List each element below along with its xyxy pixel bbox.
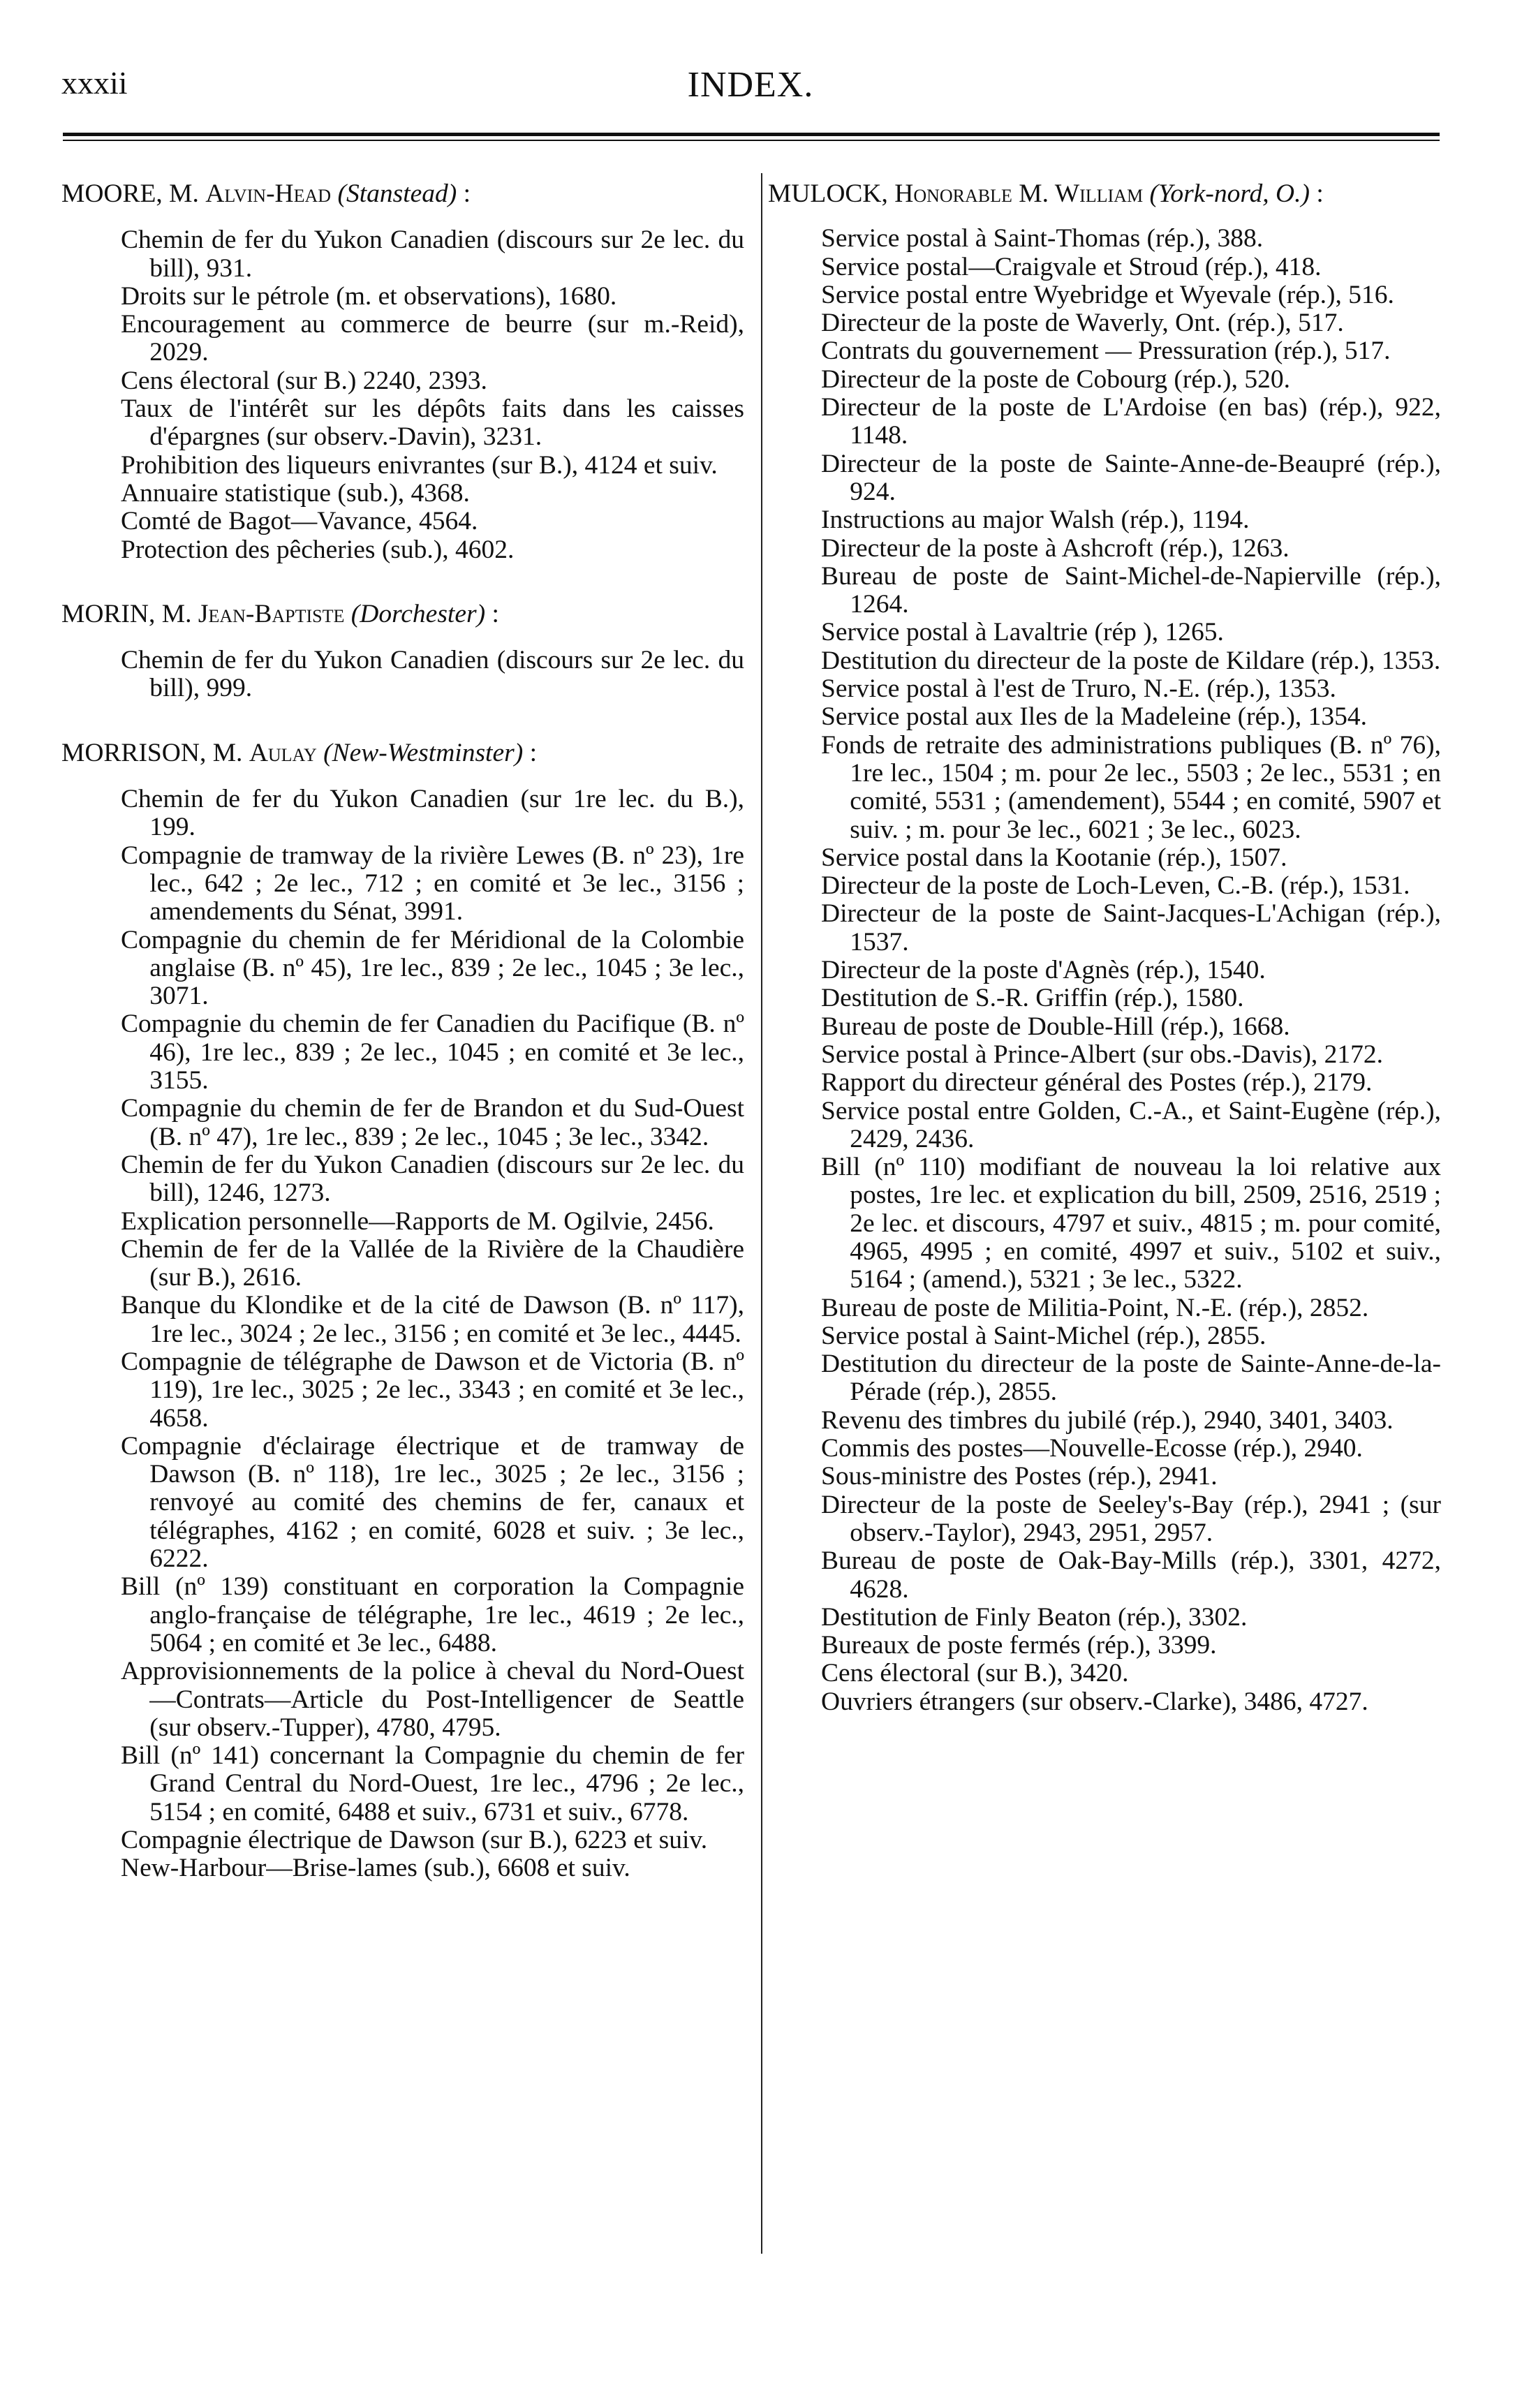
entry-sub-list bbox=[61, 226, 744, 564]
index-sub-entry: Service postal aux Iles de la Madeleine (rép.), 1354. bbox=[821, 702, 1368, 732]
member-riding: (Stanstead) bbox=[337, 179, 457, 208]
index-entry bbox=[61, 600, 744, 703]
index-sub-entry: Cens électoral (sur B.) 2240, 2393. bbox=[121, 366, 487, 395]
index-sub-entry: Directeur de la poste à Ashcroft (rép.), 1263. bbox=[821, 533, 1290, 563]
index-sub-entry: Destitution du directeur de la poste de Kildare (rép.), 1353. bbox=[821, 646, 1441, 675]
index-sub-entry: Explication personnelle—Rapports de M. Ogilvie, 2456. bbox=[121, 1206, 714, 1236]
index-sub-entry: Compagnie du chemin de fer Méridional de la Colombie anglaise (B. nº 45), 1re lec., 839 ; 2e lec., 1045 ; 3e lec., 3071. bbox=[121, 925, 744, 1011]
entry-heading bbox=[61, 739, 744, 767]
index-sub-entry: Directeur de la poste de L'Ardoise (en bas) (rép.), 922, 1148. bbox=[821, 393, 1441, 450]
header-rule-thick bbox=[63, 133, 1440, 136]
member-name: MOORE, M. bbox=[61, 179, 199, 208]
index-sub-entry: Directeur de la poste de Loch-Leven, C.-B. (rép.), 1531. bbox=[821, 871, 1410, 901]
index-sub-entry: Service postal à l'est de Truro, N.-E. (rép.), 1353. bbox=[821, 674, 1336, 704]
index-sub-entry: Ouvriers étrangers (sur observ.-Clarke), 3486, 4727. bbox=[821, 1687, 1368, 1716]
index-sub-entry: Bill (nº 141) concernant la Compagnie du chemin de fer Grand Central du Nord-Ouest, 1re lec., 4796 ; 2e lec., 5154 ; en comité, 6488 et suiv., 6731 et suiv., 6778. bbox=[121, 1741, 744, 1826]
index-sub-entry: Directeur de la poste d'Agnès (rép.), 1540. bbox=[821, 956, 1266, 985]
index-sub-entry: Directeur de la poste de Waverly, Ont. (rép.), 517. bbox=[821, 309, 1344, 338]
entry-heading bbox=[61, 600, 744, 628]
index-sub-entry: Taux de l'intérêt sur les dépôts faits dans les caisses d'épargnes (sur observ.-Davin), 3231. bbox=[121, 394, 744, 452]
index-sub-entry: Commis des postes—Nouvelle-Ecosse (rép.), 2940. bbox=[821, 1434, 1363, 1463]
index-sub-entry: Fonds de retraite des administrations publiques (B. nº 76), 1re lec., 1504 ; m. pour 2e lec., 5503 ; 2e lec., 5531 ; en comité, 5531 ; (amendement), 5544 ; en comité, 5907 et suiv. ; m. pour 3e lec., 6021 ; 3e lec., 6023. bbox=[821, 730, 1441, 844]
entry-sub-list bbox=[768, 225, 1441, 1716]
index-sub-entry: Chemin de fer du Yukon Canadien (discours sur 2e lec. du bill), 1246, 1273. bbox=[121, 1150, 744, 1208]
index-sub-entry: New-Harbour—Brise-lames (sub.), 6608 et suiv. bbox=[121, 1854, 630, 1883]
index-sub-entry: Revenu des timbres du jubilé (rép.), 2940, 3401, 3403. bbox=[821, 1405, 1394, 1435]
member-given-name: Jean-Baptiste bbox=[198, 599, 345, 628]
index-sub-entry: Directeur de la poste de Saint-Jacques-L'Achigan (rép.), 1537. bbox=[821, 899, 1441, 956]
index-sub-entry: Compagnie du chemin de fer Canadien du Pacifique (B. nº 46), 1re lec., 839 ; 2e lec., 1045 ; en comité et 3e lec., 3155. bbox=[121, 1010, 744, 1095]
index-sub-entry: Service postal à Saint-Michel (rép.), 2855. bbox=[821, 1321, 1266, 1350]
index-sub-entry: Compagnie de tramway de la rivière Lewes (B. nº 23), 1re lec., 642 ; 2e lec., 712 ; en comité et 3e lec., 3156 ; amendements du Sénat, 3991. bbox=[121, 841, 744, 926]
left-column bbox=[61, 180, 744, 1919]
index-sub-entry: Cens électoral (sur B.), 3420. bbox=[821, 1659, 1129, 1688]
page-title: INDEX. bbox=[687, 65, 814, 105]
index-sub-entry: Droits sur le pétrole (m. et observations), 1680. bbox=[121, 281, 617, 311]
column-divider bbox=[761, 173, 762, 2254]
index-sub-entry: Comté de Bagot—Vavance, 4564. bbox=[121, 507, 478, 536]
index-sub-entry: Compagnie de télégraphe de Dawson et de Victoria (B. nº 119), 1re lec., 3025 ; 2e lec., 3343 ; en comité et 3e lec., 4658. bbox=[121, 1347, 744, 1433]
heading-colon: : bbox=[485, 599, 499, 628]
index-sub-entry: Protection des pêcheries (sub.), 4602. bbox=[121, 535, 515, 564]
heading-colon: : bbox=[1309, 179, 1324, 208]
index-sub-entry: Bureau de poste de Oak-Bay-Mills (rép.), 3301, 4272, 4628. bbox=[821, 1546, 1441, 1604]
index-sub-entry: Compagnie électrique de Dawson (sur B.), 6223 et suiv. bbox=[121, 1826, 708, 1855]
index-sub-entry: Annuaire statistique (sub.), 4368. bbox=[121, 478, 470, 508]
member-name: MORRISON, M. bbox=[61, 738, 243, 767]
entry-sub-list bbox=[61, 785, 744, 1883]
entry-sub-list bbox=[61, 647, 744, 703]
index-sub-entry: Bureau de poste de Saint-Michel-de-Napierville (rép.), 1264. bbox=[821, 561, 1441, 619]
index-sub-entry: Sous-ministre des Postes (rép.), 2941. bbox=[821, 1462, 1218, 1491]
index-sub-entry: Chemin de fer du Yukon Canadien (discours sur 2e lec. du bill), 999. bbox=[121, 646, 744, 703]
member-given-name: Aulay bbox=[249, 738, 317, 767]
index-sub-entry: Destitution de S.-R. Griffin (rép.), 1580. bbox=[821, 984, 1244, 1013]
index-sub-entry: Bill (nº 110) modifiant de nouveau la loi relative aux postes, 1re lec. et explication du bill, 2509, 2516, 2519 ; 2e lec. et discours, 4797 et suiv., 4815 ; m. pour comité, 4965, 4995 ; en comité, 4997 et suiv., 5102 et suiv., 5164 ; (amend.), 5321 ; 3e lec., 5322. bbox=[821, 1153, 1441, 1294]
index-sub-entry: Destitution du directeur de la poste de Sainte-Anne-de-la-Pérade (rép.), 2855. bbox=[821, 1350, 1441, 1407]
member-name: MORIN, M. bbox=[61, 599, 192, 628]
member-given-name: Honorable M. William bbox=[894, 179, 1144, 208]
header-rule bbox=[63, 133, 1440, 141]
index-sub-entry: Encouragement au commerce de beurre (sur m.-Reid), 2029. bbox=[121, 310, 744, 367]
member-name: MULOCK, bbox=[768, 179, 888, 208]
index-sub-entry: Service postal dans la Kootanie (rép.), 1507. bbox=[821, 843, 1287, 872]
member-riding: (York-nord, O.) bbox=[1149, 179, 1310, 208]
index-sub-entry: Service postal à Prince-Albert (sur obs.-Davis), 2172. bbox=[821, 1040, 1384, 1069]
index-sub-entry: Service postal entre Wyebridge et Wyevale (rép.), 516. bbox=[821, 280, 1394, 309]
index-sub-entry: Service postal—Craigvale et Stroud (rép.), 418. bbox=[821, 252, 1322, 281]
index-sub-entry: Service postal à Lavaltrie (rép ), 1265. bbox=[821, 618, 1224, 647]
index-sub-entry: Approvisionnements de la police à cheval du Nord-Ouest—Contrats—Article du Post-Intelligencer de Seattle (sur observ.-Tupper), 4780, 4795. bbox=[121, 1657, 744, 1742]
index-sub-entry: Rapport du directeur général des Postes (rép.), 2179. bbox=[821, 1068, 1373, 1098]
index-entry bbox=[61, 739, 744, 1883]
member-riding: (New-Westminster) bbox=[323, 738, 524, 767]
index-sub-entry: Chemin de fer de la Vallée de la Rivière de la Chaudière (sur B.), 2616. bbox=[121, 1234, 744, 1292]
index-sub-entry: Bill (nº 139) constituant en corporation la Compagnie anglo-française de télégraphe, 1re lec., 4619 ; 2e lec., 5064 ; en comité et 3e lec., 6488. bbox=[121, 1572, 744, 1657]
index-sub-entry: Directeur de la poste de Sainte-Anne-de-Beaupré (rép.), 924. bbox=[821, 449, 1441, 506]
index-sub-entry: Chemin de fer du Yukon Canadien (discours sur 2e lec. du bill), 931. bbox=[121, 226, 744, 283]
heading-colon: : bbox=[523, 738, 537, 767]
entry-heading bbox=[61, 180, 744, 208]
index-sub-entry: Directeur de la poste de Cobourg (rép.), 520. bbox=[821, 364, 1291, 394]
index-sub-entry: Destitution de Finly Beaton (rép.), 3302. bbox=[821, 1602, 1248, 1632]
index-sub-entry: Compagnie du chemin de fer de Brandon et du Sud-Ouest (B. nº 47), 1re lec., 839 ; 2e lec., 1045 ; 3e lec., 3342. bbox=[121, 1094, 744, 1151]
index-sub-entry: Bureau de poste de Militia-Point, N.-E. (rép.), 2852. bbox=[821, 1293, 1369, 1322]
right-column bbox=[768, 180, 1441, 1752]
index-sub-entry: Banque du Klondike et de la cité de Dawson (B. nº 117), 1re lec., 3024 ; 2e lec., 3156 ; en comité et 3e lec., 4445. bbox=[121, 1291, 744, 1348]
heading-colon: : bbox=[457, 179, 471, 208]
index-sub-entry: Chemin de fer du Yukon Canadien (sur 1re lec. du B.), 199. bbox=[121, 785, 744, 842]
index-sub-entry: Compagnie d'éclairage électrique et de tramway de Dawson (B. nº 118), 1re lec., 3025 ; 2e lec., 3156 ; renvoyé au comité des chemins de fer, canaux et télégraphes, 4162 ; en comité, 6028 et suiv. ; 3e lec., 6222. bbox=[121, 1431, 744, 1574]
index-sub-entry: Contrats du gouvernement — Pressuration (rép.), 517. bbox=[821, 337, 1391, 366]
header-rule-thin bbox=[63, 140, 1440, 141]
index-entry bbox=[61, 180, 744, 564]
index-sub-entry: Instructions au major Walsh (rép.), 1194. bbox=[821, 505, 1250, 535]
index-sub-entry: Bureau de poste de Double-Hill (rép.), 1668. bbox=[821, 1012, 1290, 1041]
index-sub-entry: Directeur de la poste de Seeley's-Bay (rép.), 2941 ; (sur observ.-Taylor), 2943, 2951, 2957. bbox=[821, 1490, 1441, 1547]
member-riding: (Dorchester) bbox=[350, 599, 486, 628]
member-given-name: Alvin-Head bbox=[205, 179, 332, 208]
entry-heading bbox=[768, 180, 1441, 208]
page-header bbox=[61, 64, 1440, 113]
index-sub-entry: Prohibition des liqueurs enivrantes (sur B.), 4124 et suiv. bbox=[121, 450, 718, 480]
index-sub-entry: Bureaux de poste fermés (rép.), 3399. bbox=[821, 1631, 1217, 1660]
index-sub-entry: Service postal entre Golden, C.-A., et Saint-Eugène (rép.), 2429, 2436. bbox=[821, 1096, 1441, 1153]
page-number: xxxii bbox=[61, 65, 128, 101]
index-sub-entry: Service postal à Saint-Thomas (rép.), 388. bbox=[821, 224, 1264, 253]
index-entry bbox=[768, 180, 1441, 1716]
